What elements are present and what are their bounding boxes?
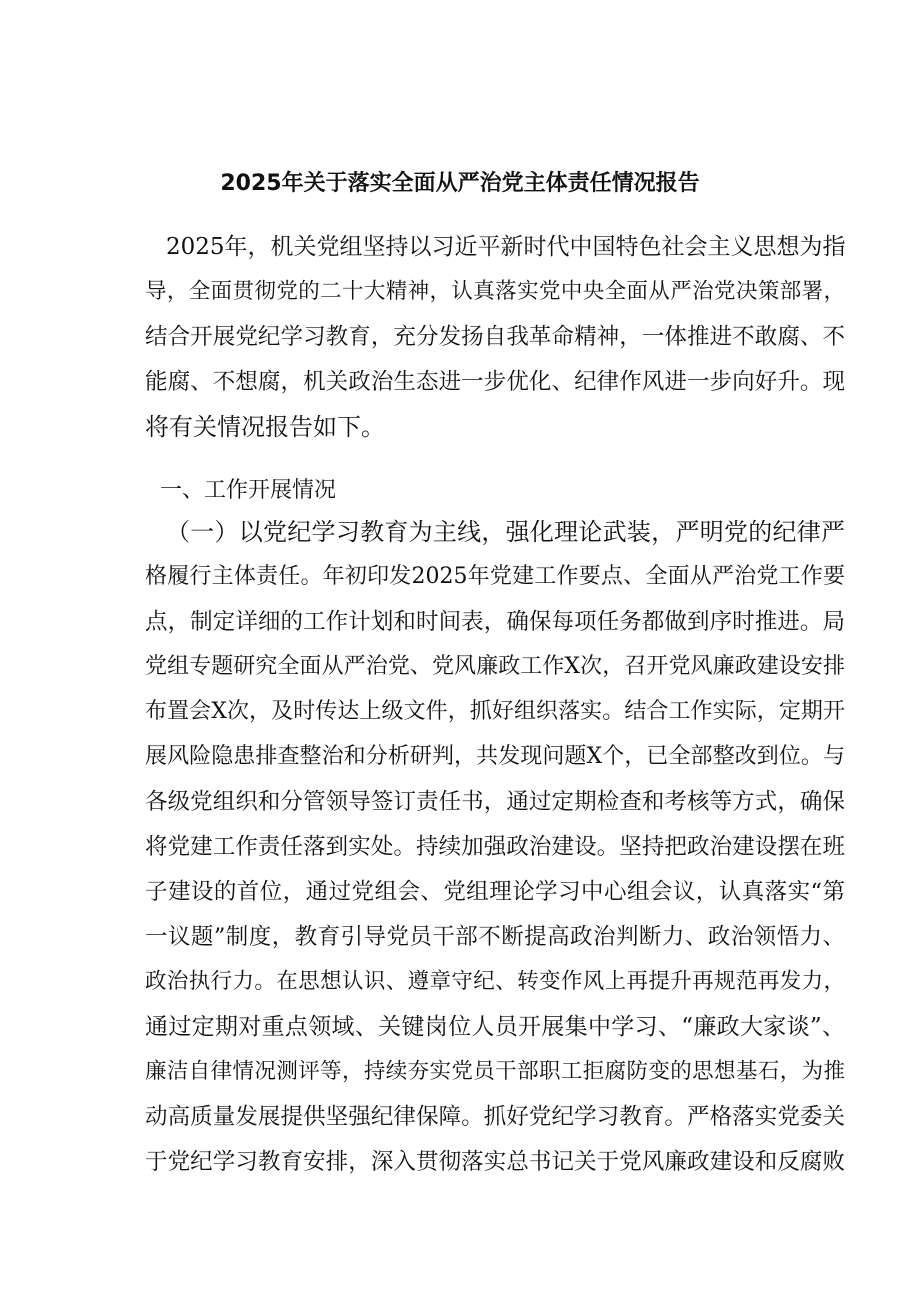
body-line: 党组专题研究全面从严治党、党风廉政工作X次，召开党风廉政建设安排 [145, 654, 845, 679]
body-line: 政治执行力。在思想认识、遵章守纪、转变作风上再提升再规范再发力， [145, 969, 845, 994]
body-line: 各级党组织和分管领导签订责任书，通过定期检查和考核等方式，确保 [145, 789, 845, 815]
body-line: 点，制定详细的工作计划和时间表，确保每项任务都做到序时推进。局 [145, 609, 845, 635]
body-line: （一）以党纪学习教育为主线，强化理论武装，严明党的纪律严 [166, 518, 845, 546]
intro-line: 结合开展党纪学习教育，充分发扬自我革命精神，一体推进不敢腐、不 [145, 324, 845, 350]
body-line: 于党纪学习教育安排，深入贯彻落实总书记关于党风廉政建设和反腐败 [145, 1149, 845, 1175]
body-line: 一议题”制度，教育引导党员干部不断提高政治判断力、政治领悟力、 [145, 924, 845, 950]
body-line: 格履行主体责任。年初印发2025年党建工作要点、全面从严治党工作要 [145, 564, 845, 589]
body-line: 子建设的首位，通过党组会、党组理论学习中心组会议，认真落实“第 [145, 879, 845, 905]
section-heading: 一、工作开展情况 [160, 478, 337, 503]
body-line: 将党建工作责任落到实处。持续加强政治建设。坚持把政治建设摆在班 [145, 834, 845, 860]
body-line: 展风险隐患排查整治和分析研判，共发现问题X个，已全部整改到位。与 [145, 744, 845, 769]
intro-line: 导，全面贯彻党的二十大精神，认真落实党中央全面从严治党决策部署， [145, 279, 845, 304]
intro-line: 将有关情况报告如下。 [145, 413, 385, 441]
document-title: 2025年关于落实全面从严治党主体责任情况报告 [220, 171, 700, 196]
body-line: 廉洁自律情况测评等，持续夯实党员干部职工拒腐防变的思想基石，为推 [145, 1059, 845, 1084]
body-line: 通过定期对重点领域、关键岗位人员开展集中学习、“廉政大家谈”、 [145, 1014, 845, 1040]
intro-line: 能腐、不想腐，机关政治生态进一步优化、纪律作风进一步向好升。现 [145, 369, 845, 395]
body-line: 动高质量发展提供坚强纪律保障。抓好党纪学习教育。严格落实党委关 [145, 1104, 845, 1130]
intro-line: 2025年，机关党组坚持以习近平新时代中国特色社会主义思想为指 [166, 234, 846, 260]
body-line: 布置会X次，及时传达上级文件，抓好组织落实。结合工作实际，定期开 [145, 699, 845, 724]
